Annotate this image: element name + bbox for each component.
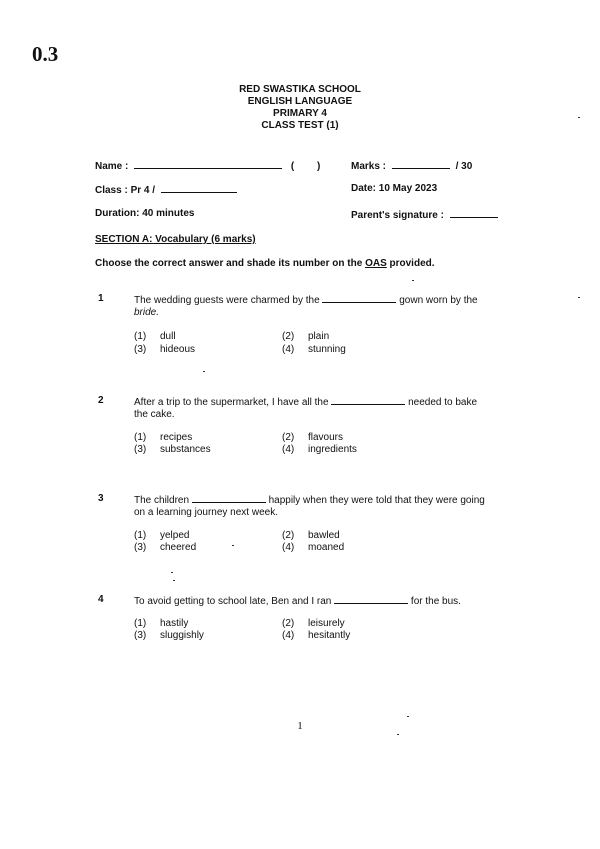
- option-text: dull: [160, 331, 176, 342]
- stem-text: To avoid getting to school late, Ben and I ran: [134, 596, 332, 607]
- name-row: [95, 159, 320, 172]
- section-title: SECTION A: Vocabulary (6 marks): [95, 234, 256, 245]
- option-text: plain: [308, 331, 330, 342]
- option-text: bawled: [308, 530, 340, 541]
- instruction: [95, 258, 435, 269]
- option-number: (1): [134, 331, 147, 342]
- option-number: (1): [134, 432, 147, 443]
- instruction-text-after: provided.: [386, 258, 435, 269]
- option-text: stunning: [308, 344, 346, 355]
- marks-total: / 30: [455, 161, 473, 172]
- answer-blank: [334, 594, 408, 604]
- option-text: hideous: [160, 344, 196, 355]
- marks-blank[interactable]: [392, 159, 450, 169]
- scan-speck: [578, 117, 580, 118]
- name-blank[interactable]: [134, 159, 282, 169]
- name-label: Name :: [95, 161, 129, 172]
- option-text: yelped: [160, 530, 190, 541]
- scan-speck: [412, 280, 414, 281]
- option-4[interactable]: [282, 444, 357, 456]
- stem-text: gown worn by the: [399, 295, 478, 306]
- option-4[interactable]: [282, 630, 350, 642]
- class-label: Class : Pr 4 /: [95, 185, 156, 196]
- question-stem: [134, 594, 509, 608]
- option-number: (4): [282, 344, 295, 355]
- scan-speck: [578, 297, 580, 298]
- corner-label: 0.3: [32, 42, 59, 66]
- option-number: (2): [282, 618, 295, 629]
- option-number: (4): [282, 630, 295, 641]
- option-2[interactable]: [282, 530, 340, 542]
- option-text: ingredients: [308, 444, 357, 455]
- question-stem: [134, 493, 509, 519]
- stem-text-line2: the cake.: [134, 409, 175, 420]
- option-3[interactable]: [134, 344, 195, 356]
- option-2[interactable]: [282, 432, 343, 444]
- option-text: recipes: [160, 432, 193, 443]
- option-text: hastily: [160, 618, 189, 629]
- stem-text: for the bus.: [410, 596, 461, 607]
- test-name: CLASS TEST (1): [261, 120, 339, 131]
- option-number: (4): [282, 542, 295, 553]
- option-text: substances: [160, 444, 211, 455]
- class-blank[interactable]: [161, 183, 237, 193]
- option-2[interactable]: [282, 331, 329, 343]
- stem-text: The wedding guests were charmed by the: [134, 295, 320, 306]
- option-number: (3): [134, 344, 147, 355]
- instruction-oas: OAS: [365, 258, 387, 269]
- question-number: 4: [98, 594, 104, 605]
- scan-speck: [407, 716, 409, 717]
- level-name: PRIMARY 4: [273, 108, 327, 119]
- option-4[interactable]: [282, 344, 346, 356]
- question-number: 3: [98, 493, 104, 504]
- duration-label: Duration: 40 minutes: [95, 208, 195, 219]
- option-1[interactable]: [134, 530, 189, 542]
- question-stem: [134, 395, 509, 421]
- stem-text: The children: [134, 495, 190, 506]
- option-text: leisurely: [308, 618, 345, 629]
- option-1[interactable]: [134, 331, 176, 343]
- register-paren-close: ): [317, 161, 321, 172]
- option-2[interactable]: [282, 618, 345, 630]
- option-number: (2): [282, 432, 295, 443]
- option-number: (3): [134, 444, 147, 455]
- option-text: flavours: [308, 432, 344, 443]
- signature-label: Parent's signature :: [351, 210, 444, 221]
- instruction-text-before: Choose the correct answer and shade its number on the: [95, 258, 366, 269]
- scan-speck: [232, 545, 234, 546]
- school-name: RED SWASTIKA SCHOOL: [239, 84, 361, 95]
- option-1[interactable]: [134, 618, 188, 630]
- option-number: (1): [134, 530, 147, 541]
- date-label: Date: 10 May 2023: [351, 183, 438, 194]
- question-number: 1: [98, 293, 104, 304]
- option-number: (2): [282, 530, 295, 541]
- stem-text-line2: bride.: [134, 307, 160, 318]
- answer-blank: [331, 395, 405, 405]
- marks-label: Marks :: [351, 161, 387, 172]
- option-number: (2): [282, 331, 295, 342]
- scan-speck: [171, 572, 173, 573]
- option-number: (3): [134, 542, 147, 553]
- scan-speck: [397, 734, 399, 735]
- register-paren-open: (: [290, 161, 295, 172]
- class-row: [95, 183, 237, 196]
- option-number: (1): [134, 618, 147, 629]
- exam-header: [0, 84, 600, 132]
- scan-speck: [173, 580, 175, 581]
- option-3[interactable]: [134, 444, 211, 456]
- page-number: 1: [297, 720, 303, 732]
- option-1[interactable]: [134, 432, 192, 444]
- option-text: sluggishly: [160, 630, 204, 641]
- option-3[interactable]: [134, 630, 204, 642]
- option-number: (4): [282, 444, 295, 455]
- signature-blank[interactable]: [450, 208, 498, 218]
- stem-text: happily when they were told that they were going: [268, 495, 485, 506]
- stem-text-line2: on a learning journey next week.: [134, 507, 278, 518]
- stem-text: needed to bake: [408, 397, 478, 408]
- stem-text: After a trip to the supermarket, I have all the: [134, 397, 329, 408]
- question-stem: [134, 293, 509, 319]
- marks-row: [351, 159, 472, 172]
- signature-row: [351, 208, 498, 221]
- question-number: 2: [98, 395, 104, 406]
- option-text: hesitantly: [308, 630, 351, 641]
- option-text: cheered: [160, 542, 197, 553]
- scan-speck: [203, 371, 205, 372]
- option-3[interactable]: [134, 542, 196, 554]
- option-4[interactable]: [282, 542, 344, 554]
- subject-name: ENGLISH LANGUAGE: [247, 96, 353, 107]
- option-number: (3): [134, 630, 147, 641]
- answer-blank: [192, 493, 266, 503]
- answer-blank: [322, 293, 396, 303]
- option-text: moaned: [308, 542, 345, 553]
